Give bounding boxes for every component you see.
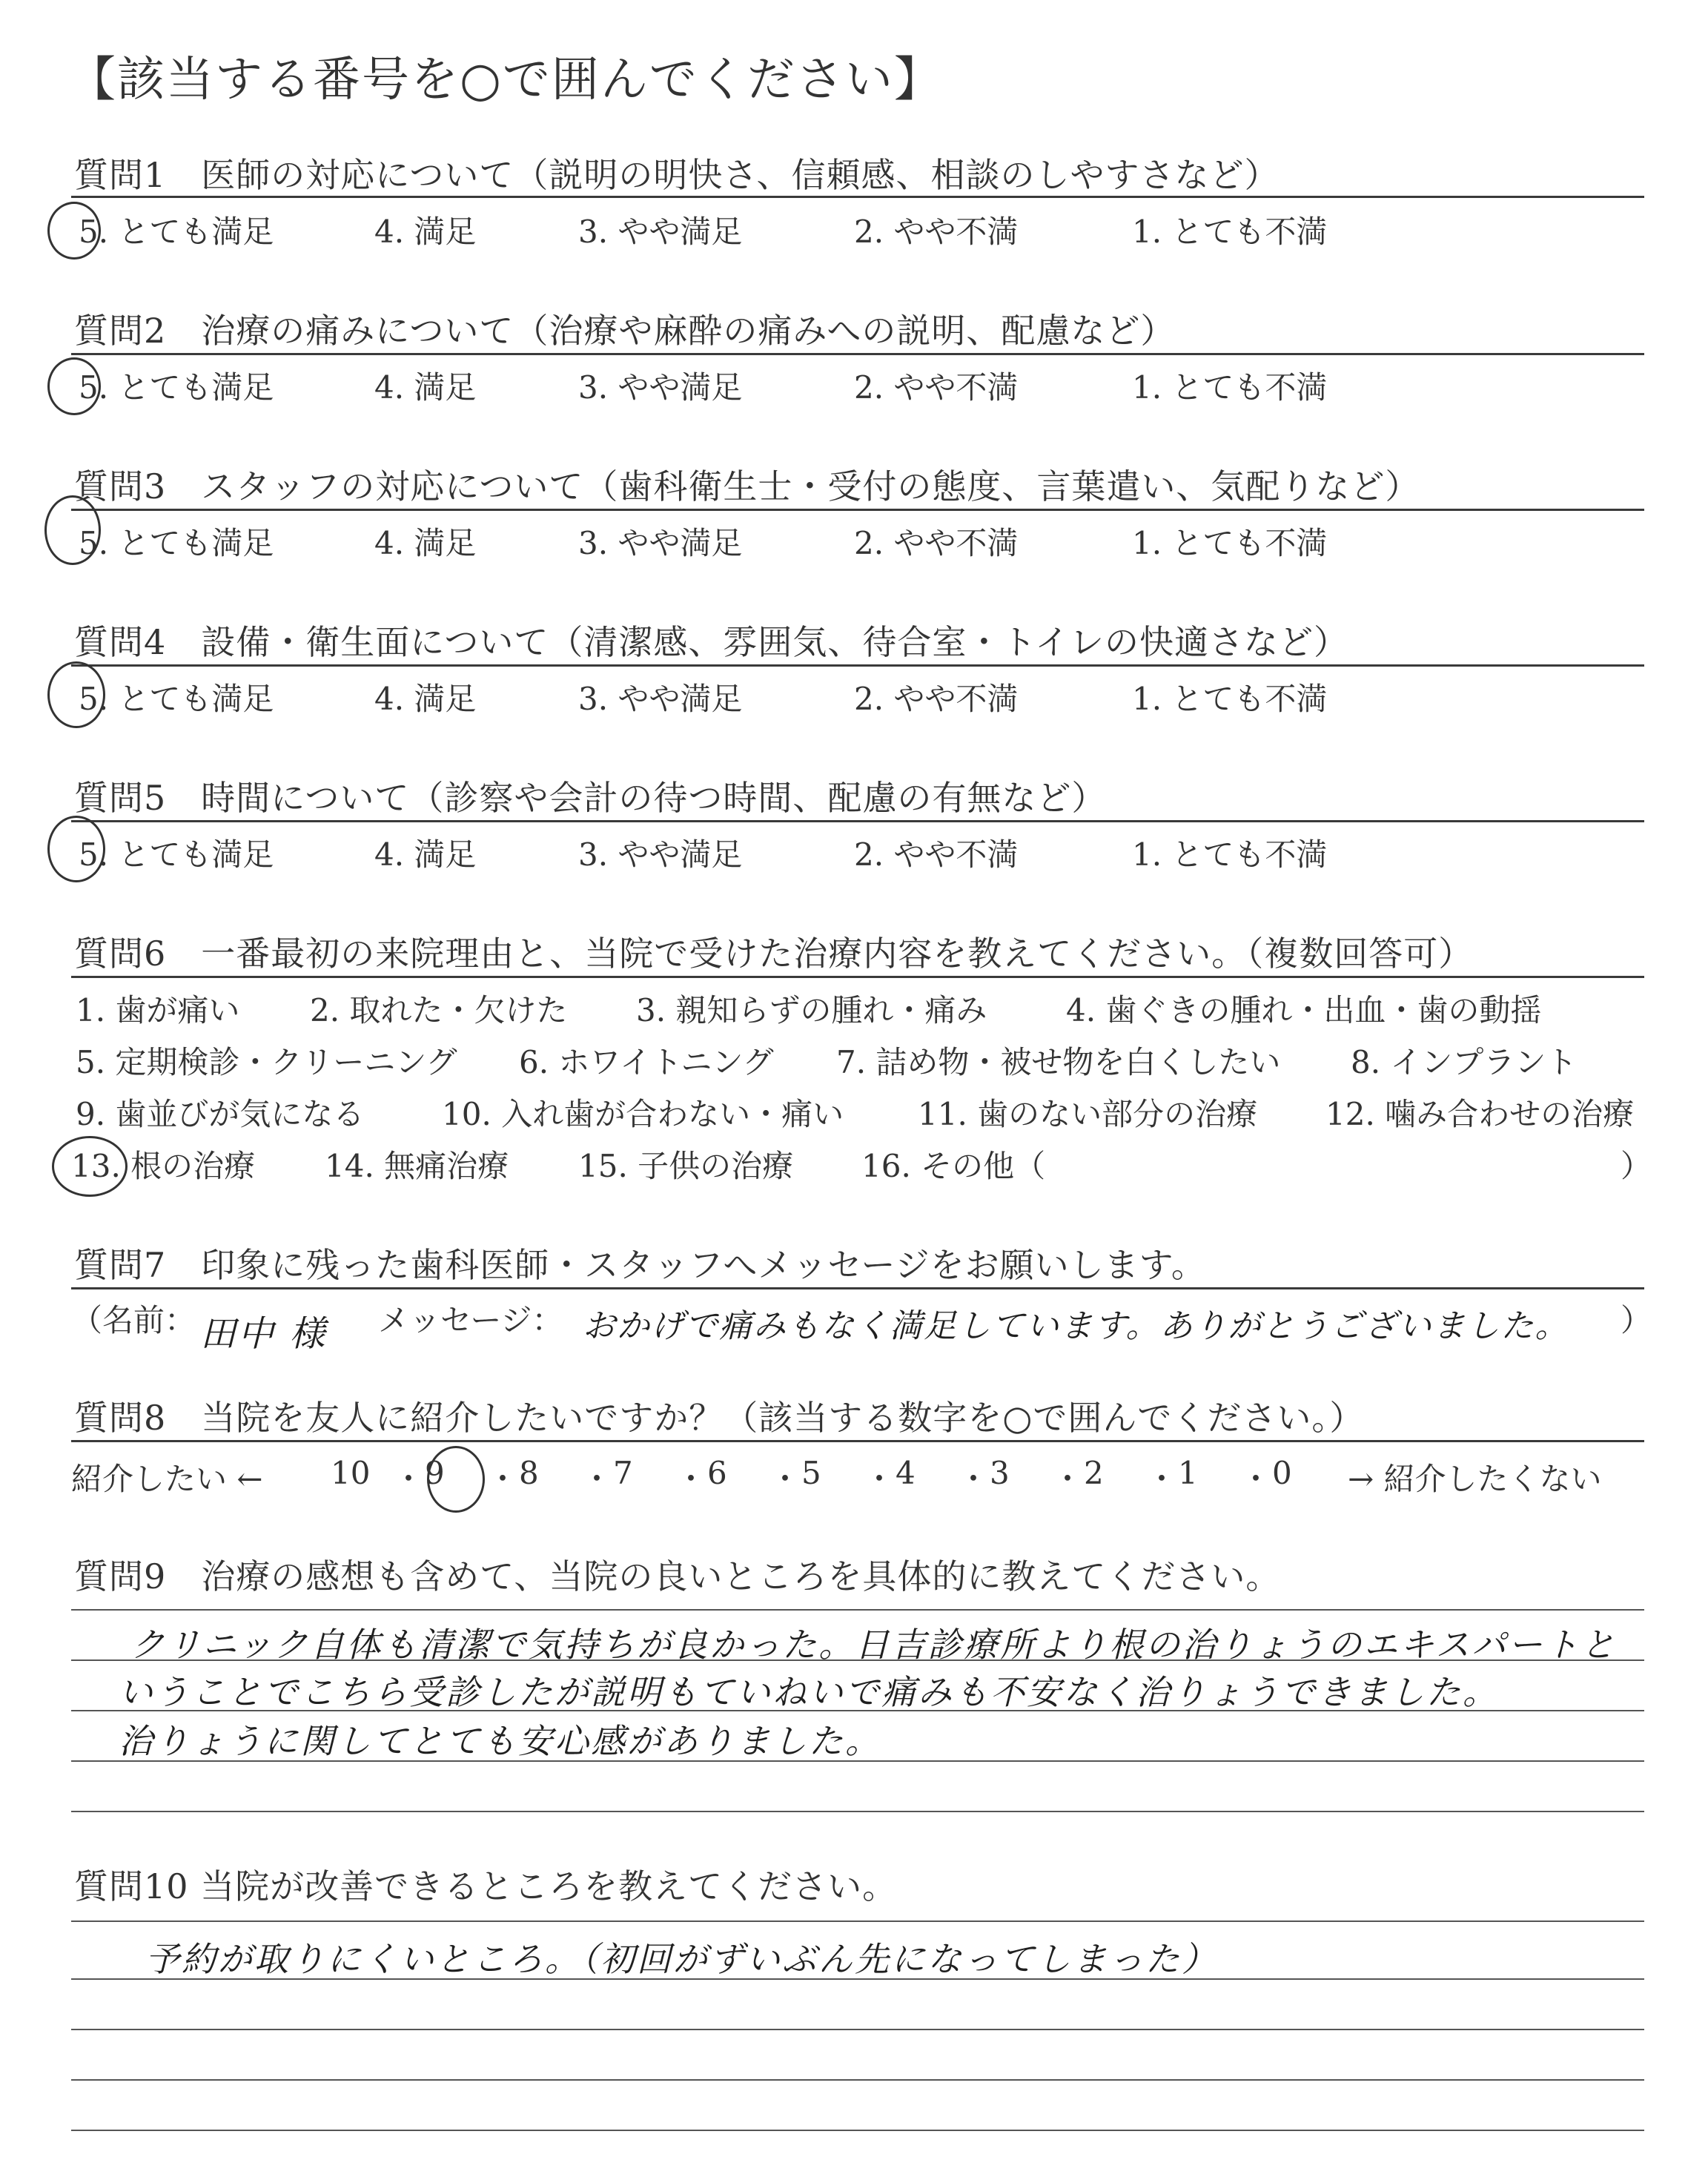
page-title: 【該当する番号を○で囲んでください】 xyxy=(68,53,943,108)
q6-option-9[interactable]: 9. 歯並びが気になる xyxy=(76,1096,365,1132)
q2-option-5[interactable]: 5. とても満足 xyxy=(79,369,274,406)
q9-writing-line xyxy=(71,1609,1644,1611)
q7-close-paren: ） xyxy=(1621,1302,1652,1338)
q6-option-3[interactable]: 3. 親知らずの腫れ・痛み xyxy=(636,992,987,1028)
q8-selection-circle xyxy=(427,1446,485,1513)
q6-option-2[interactable]: 2. 取れた・欠けた xyxy=(310,992,568,1028)
q2-option-4[interactable]: 4. 満足 xyxy=(374,369,477,406)
q10-answer-line-1[interactable]: 予約が取りにくいところ。（初回がずいぶん先になってしまった） xyxy=(145,1939,1218,1979)
q6-option-7[interactable]: 7. 詰め物・被せ物を白くしたい xyxy=(836,1044,1281,1080)
q8-scale-separator: ・ xyxy=(393,1461,425,1497)
q10-writing-line xyxy=(71,2029,1644,2030)
q6-option-6[interactable]: 6. ホワイトニング xyxy=(519,1044,774,1080)
q3-option-3[interactable]: 3. やや満足 xyxy=(578,525,743,561)
q6-option-1[interactable]: 1. 歯が痛い xyxy=(76,992,240,1028)
q3-option-4[interactable]: 4. 満足 xyxy=(374,525,477,561)
q8-scale-4[interactable]: 4 xyxy=(896,1455,916,1491)
question-7-underline xyxy=(71,1287,1644,1289)
q6-option-8[interactable]: 8. インプラント xyxy=(1351,1044,1578,1080)
q7-message-label: メッセージ： xyxy=(378,1302,563,1338)
q8-scale-separator: ・ xyxy=(1052,1461,1084,1497)
q8-scale-separator: ・ xyxy=(958,1461,990,1497)
q4-selection-circle xyxy=(47,661,105,728)
q8-scale-separator: ・ xyxy=(675,1461,707,1497)
q2-option-3[interactable]: 3. やや満足 xyxy=(578,369,743,406)
q8-right-label: → 紹介したくない xyxy=(1348,1461,1602,1497)
q1-option-2[interactable]: 2. やや不満 xyxy=(854,214,1019,250)
q5-option-3[interactable]: 3. やや満足 xyxy=(578,836,743,873)
q2-option-1[interactable]: 1. とても不満 xyxy=(1132,369,1328,406)
q6-option-11[interactable]: 11. 歯のない部分の治療 xyxy=(918,1096,1258,1132)
q3-option-5[interactable]: 5. とても満足 xyxy=(79,525,274,561)
question-5-text: 質問5 時間について（診察や会計の待つ時間、配慮の有無など） xyxy=(74,778,1107,818)
q4-option-5[interactable]: 5. とても満足 xyxy=(79,681,274,717)
question-4-text: 質問4 設備・衛生面について（清潔感、雰囲気、待合室・トイレの快適さなど） xyxy=(74,622,1349,662)
q3-option-2[interactable]: 2. やや不満 xyxy=(854,525,1019,561)
question-2-text: 質問2 治療の痛みについて（治療や麻酔の痛みへの説明、配慮など） xyxy=(74,311,1176,351)
q4-option-3[interactable]: 3. やや満足 xyxy=(578,681,743,717)
q8-scale-separator: ・ xyxy=(1240,1461,1272,1497)
q1-selection-circle xyxy=(47,202,101,260)
q8-scale-0[interactable]: 0 xyxy=(1272,1455,1292,1491)
q3-option-1[interactable]: 1. とても不満 xyxy=(1132,525,1328,561)
q8-scale-8[interactable]: 8 xyxy=(519,1455,539,1491)
q1-option-5[interactable]: 5. とても満足 xyxy=(79,214,274,250)
q5-option-2[interactable]: 2. やや不満 xyxy=(854,836,1019,873)
q8-scale-separator: ・ xyxy=(769,1461,801,1497)
q8-scale-3[interactable]: 3 xyxy=(990,1455,1010,1491)
q8-scale-separator: ・ xyxy=(487,1461,519,1497)
q8-scale-2[interactable]: 2 xyxy=(1084,1455,1104,1491)
q5-selection-circle xyxy=(47,816,105,882)
question-8-underline xyxy=(71,1440,1644,1442)
q6-option-4[interactable]: 4. 歯ぐきの腫れ・出血・歯の動揺 xyxy=(1066,992,1542,1028)
q8-scale-9[interactable]: 9 xyxy=(425,1455,445,1491)
q5-option-4[interactable]: 4. 満足 xyxy=(374,836,477,873)
q6-other-close-paren: ） xyxy=(1621,1148,1652,1184)
question-1-text: 質問1 医師の対応について（説明の明快さ、信頼感、相談のしやすさなど） xyxy=(74,155,1280,195)
q6-option-15[interactable]: 15. 子供の治療 xyxy=(578,1148,794,1184)
question-5-underline xyxy=(71,820,1644,822)
question-6-text: 質問6 一番最初の来院理由と、当院で受けた治療内容を教えてください。（複数回答可） xyxy=(74,934,1474,974)
question-3-text: 質問3 スタッフの対応について（歯科衛生士・受付の態度、言葉遣い、気配りなど） xyxy=(74,466,1420,506)
q6-option-12[interactable]: 12. 噛み合わせの治療 xyxy=(1325,1096,1635,1132)
q2-selection-circle xyxy=(47,357,101,415)
q8-scale-7[interactable]: 7 xyxy=(613,1455,633,1491)
q4-option-1[interactable]: 1. とても不満 xyxy=(1132,681,1328,717)
q9-answer-line-3[interactable]: 治りょうに関してとても安心感がありました。 xyxy=(119,1721,881,1761)
q1-option-1[interactable]: 1. とても不満 xyxy=(1132,214,1328,250)
q8-scale-1[interactable]: 1 xyxy=(1178,1455,1198,1491)
q9-answer-line-1[interactable]: クリニック自体も清潔で気持ちが良かった。日吉診療所より根の治りょうのエキスパートと xyxy=(130,1625,1618,1665)
q4-option-4[interactable]: 4. 満足 xyxy=(374,681,477,717)
q7-name-label: （名前： xyxy=(71,1302,196,1338)
q7-name-handwritten[interactable]: 田中 様 xyxy=(200,1313,328,1355)
q6-option-16[interactable]: 16. その他（ xyxy=(861,1148,1046,1184)
q6-selection-circle xyxy=(52,1136,128,1197)
question-10-text: 質問10 当院が改善できるところを教えてください。 xyxy=(74,1866,898,1906)
q9-writing-line xyxy=(71,1811,1644,1812)
question-9-text: 質問9 治療の感想も含めて、当院の良いところを具体的に教えてください。 xyxy=(74,1556,1281,1596)
q2-option-2[interactable]: 2. やや不満 xyxy=(854,369,1019,406)
q8-scale-5[interactable]: 5 xyxy=(801,1455,821,1491)
q6-option-14[interactable]: 14. 無痛治療 xyxy=(325,1148,509,1184)
q7-message-handwritten[interactable]: おかげで痛みもなく満足しています。ありがとうございました。 xyxy=(583,1307,1569,1345)
question-4-underline xyxy=(71,664,1644,667)
q3-selection-circle xyxy=(44,495,101,565)
q10-writing-line xyxy=(71,2079,1644,2081)
question-2-underline xyxy=(71,353,1644,355)
q10-writing-line xyxy=(71,2130,1644,2131)
q8-scale-6[interactable]: 6 xyxy=(707,1455,727,1491)
question-6-underline xyxy=(71,976,1644,978)
question-7-text: 質問7 印象に残った歯科医師・スタッフへメッセージをお願いします。 xyxy=(74,1245,1206,1285)
question-8-text: 質問8 当院を友人に紹介したいですか？（該当する数字を○で囲んでください。） xyxy=(74,1398,1365,1438)
q5-option-5[interactable]: 5. とても満足 xyxy=(79,836,274,873)
q1-option-4[interactable]: 4. 満足 xyxy=(374,214,477,250)
q8-scale-separator: ・ xyxy=(581,1461,613,1497)
q5-option-1[interactable]: 1. とても不満 xyxy=(1132,836,1328,873)
q10-writing-line xyxy=(71,1920,1644,1922)
q8-scale-separator: ・ xyxy=(1146,1461,1178,1497)
question-1-underline xyxy=(71,196,1644,198)
q8-scale-separator: ・ xyxy=(864,1461,896,1497)
q6-option-5[interactable]: 5. 定期検診・クリーニング xyxy=(76,1044,457,1080)
q8-scale-10[interactable]: 10 xyxy=(331,1455,371,1491)
q6-option-13[interactable]: 13. 根の治療 xyxy=(71,1148,256,1184)
q9-answer-line-2[interactable]: いうことでこちら受診したが説明もていねいで痛みも不安なく治りょうできました。 xyxy=(119,1672,1499,1712)
question-3-underline xyxy=(71,509,1644,511)
q6-option-10[interactable]: 10. 入れ歯が合わない・痛い xyxy=(442,1096,844,1132)
q1-option-3[interactable]: 3. やや満足 xyxy=(578,214,743,250)
q4-option-2[interactable]: 2. やや不満 xyxy=(854,681,1019,717)
q8-left-label: 紹介したい ← xyxy=(71,1461,263,1497)
